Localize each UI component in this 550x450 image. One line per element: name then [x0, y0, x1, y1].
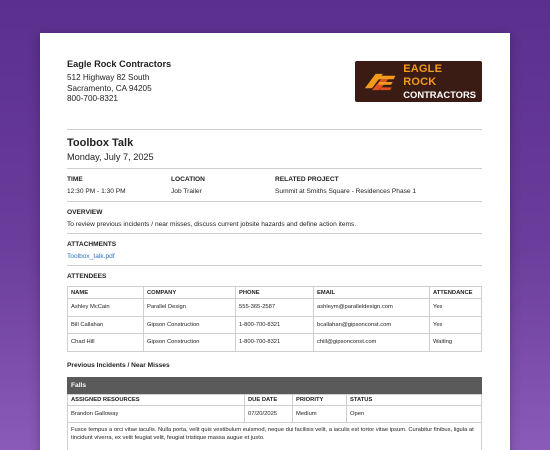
- column-header: STATUS: [347, 394, 482, 405]
- column-header: ATTENDANCE: [430, 287, 482, 299]
- attendees-section: [67, 266, 482, 352]
- table-row: [68, 422, 482, 450]
- logo-line1: EAGLE ROCK: [403, 63, 443, 88]
- priority: Medium: [293, 405, 347, 422]
- column-header: ASSIGNED RESOURCES: [68, 394, 245, 405]
- company-address-line1: 512 Highway 82 South: [67, 73, 150, 82]
- attachments-label: ATTACHMENTS: [67, 241, 117, 248]
- attachment-link[interactable]: Toolbox_talk.pdf: [67, 253, 115, 260]
- document-header: [67, 59, 482, 129]
- attendee-phone: 555-365-2587: [236, 299, 314, 317]
- attendee-attendance: Waiting: [430, 334, 482, 352]
- table-row: [68, 405, 482, 422]
- attendee-email: ashleym@paralleldesign.com: [314, 299, 430, 317]
- attendee-company: Parallel Design: [144, 299, 236, 317]
- attendee-email: bcallahan@gipsonconst.com: [314, 316, 430, 334]
- attachments-section: [67, 234, 482, 265]
- project-value: Summit at Smiths Square - Residences Phase 1: [275, 188, 417, 195]
- due-date: 07/20/2025: [245, 405, 293, 422]
- eagle-logo-icon: [363, 69, 397, 95]
- table-row: [68, 299, 482, 317]
- overview-text: To review previous incidents / near misses, discuss current jobsite hazards and define action items.: [67, 221, 357, 228]
- company-address-line2: Sacramento, CA 94205: [67, 83, 152, 93]
- assigned-resource: Brandon Galloway: [68, 405, 245, 422]
- column-header: EMAIL: [314, 287, 430, 299]
- attendee-attendance: Yes: [430, 316, 482, 334]
- column-header: DUE DATE: [245, 394, 293, 405]
- column-header: COMPANY: [144, 287, 236, 299]
- table-row: [68, 316, 482, 334]
- attendee-company: Gipson Construction: [144, 316, 236, 334]
- attendee-name: Chad Hill: [68, 334, 144, 352]
- attendee-phone: 1-800-700-8321: [236, 316, 314, 334]
- attendees-label: ATTENDEES: [67, 273, 107, 280]
- column-header: NAME: [68, 287, 144, 299]
- logo-line2: CONTRACTORS: [403, 89, 476, 100]
- company-phone: 800-700-8321: [67, 94, 118, 104]
- meta-row: [67, 169, 482, 201]
- attendee-email: chill@gipsonconst.com: [314, 334, 430, 352]
- title-block: [67, 130, 482, 168]
- previous-incidents-title: Previous Incidents / Near Misses: [67, 361, 170, 369]
- document-title: Toolbox Talk: [67, 137, 134, 149]
- column-header: PHONE: [236, 287, 314, 299]
- attendee-company: Gipson Construction: [144, 334, 236, 352]
- table-header-row: [68, 287, 482, 299]
- overview-section: [67, 202, 482, 233]
- project-label: RELATED PROJECT: [275, 176, 339, 183]
- incident-description: Fusce tempus a orci vitae iaculis. Nulla porta, velit quis vestibulum euismod, neque dui facilisis velit, a iaculis est tortor vitae ipsum. Curabitur finibus, ligula at tincidunt viverra, ex velit feugiat velit, feugiat tristique massa augue et justo.: [68, 422, 482, 450]
- attendee-name: Ashley McCain: [68, 299, 144, 317]
- company-info: [67, 59, 171, 105]
- incident-table: [67, 394, 482, 450]
- company-logo: [355, 61, 482, 102]
- location-label: LOCATION: [171, 176, 205, 183]
- column-header: PRIORITY: [293, 394, 347, 405]
- status: Open: [347, 405, 482, 422]
- attendee-attendance: Yes: [430, 299, 482, 317]
- incident-category-bar: Falls: [67, 377, 482, 394]
- time-label: TIME: [67, 176, 83, 183]
- location-value: Job Trailer: [171, 188, 202, 195]
- document-sheet: [40, 33, 510, 450]
- attendees-table: [67, 286, 482, 352]
- company-name: Eagle Rock Contractors: [67, 59, 172, 69]
- table-header-row: [68, 394, 482, 405]
- document-date: Monday, July 7, 2025: [67, 152, 154, 162]
- overview-label: OVERVIEW: [67, 209, 103, 216]
- attendee-name: Bill Callahan: [68, 316, 144, 334]
- time-value: 12:30 PM - 1:30 PM: [67, 188, 126, 195]
- table-row: [68, 334, 482, 352]
- attendee-phone: 1-800-700-8321: [236, 334, 314, 352]
